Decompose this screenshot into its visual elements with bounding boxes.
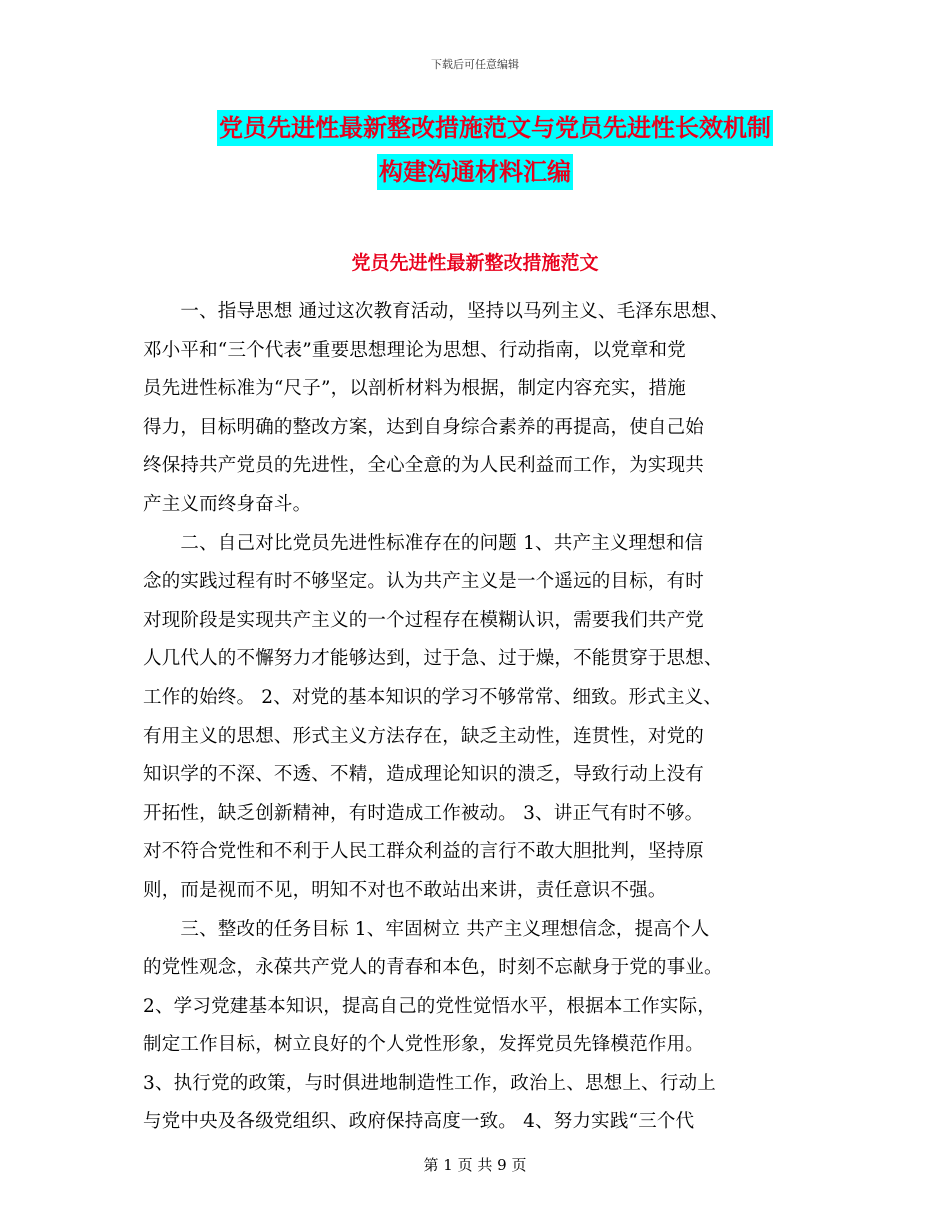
text-line: 念的实践过程有时不够坚定。认为共产主义是一个遥远的目标，有时 <box>143 571 705 593</box>
text-line: 开拓性，缺乏创新精神，有时造成工作被动。 3、讲正气有时不够。 <box>143 802 704 824</box>
text-line: 邓小平和“三个代表”重要思想理论为思想、行动指南，以党章和党 <box>143 339 686 361</box>
text-line: 员先进性标准为“尺子”，以剖析材料为根据，制定内容充实，措施 <box>143 378 686 400</box>
text-line: 三、整改的任务目标 1、牢固树立 共产主义理想信念，提高个人 <box>143 918 710 940</box>
text-line: 有用主义的思想、形式主义方法存在，缺乏主动性，连贯性，对党的 <box>143 725 705 747</box>
text-line: 知识学的不深、不透、不精，造成理论知识的溃乏，导致行动上没有 <box>143 764 705 786</box>
header-note: 下载后可任意编辑 <box>431 58 519 71</box>
text-line: 对现阶段是实现共产主义的一个过程存在模糊认识，需要我们共产党 <box>143 609 705 631</box>
title-line-2: 构建沟通材料汇编 <box>377 154 573 190</box>
page-footer: 第 1 页 共 9 页 <box>423 1156 527 1174</box>
text-line: 终保持共产党员的先进性，全心全意的为人民利益而工作，为实现共 <box>143 455 705 477</box>
text-line: 2、学习党建基本知识，提高自己的党性觉悟水平，根据本工作实际， <box>143 995 716 1017</box>
document-title <box>0 110 950 190</box>
text-line: 则，而是视而不见，明知不对也不敢站出来讲，责任意识不强。 <box>143 879 667 901</box>
body-text <box>143 293 833 1142</box>
text-line: 工作的始终。 2、对党的基本知识的学习不够常常、细致。形式主义、 <box>143 686 723 708</box>
text-line: 得力，目标明确的整改方案，达到自身综合素养的再提高，使自己始 <box>143 416 705 438</box>
text-line: 一、指导思想 通过这次教育活动，坚持以马列主义、毛泽东思想、 <box>143 301 729 322</box>
text-line: 与党中央及各级党组织、政府保持高度一致。 4、努力实践“三个代 <box>143 1111 695 1133</box>
section-title: 党员先进性最新整改措施范文 <box>351 252 599 274</box>
title-line-1: 党员先进性最新整改措施范文与党员先进性长效机制 <box>217 110 773 146</box>
text-line: 制定工作目标，树立良好的个人党性形象，发挥党员先锋模范作用。 <box>143 1034 705 1056</box>
text-line: 的党性观念，永葆共产党人的青春和本色，时刻不忘献身于党的事业。 <box>143 957 723 979</box>
text-line: 产主义而终身奋斗。 <box>143 493 312 515</box>
text-line: 人几代人的不懈努力才能够达到，过于急、过于燥，不能贯穿于思想、 <box>143 648 723 670</box>
text-line: 二、自己对比党员先进性标准存在的问题 1、共产主义理想和信 <box>143 532 704 554</box>
text-line: 对不符合党性和不利于人民工群众利益的言行不敢大胆批判，坚持原 <box>143 841 705 863</box>
text-line: 3、执行党的政策，与时俱进地制造性工作，政治上、思想上、行动上 <box>143 1072 716 1094</box>
